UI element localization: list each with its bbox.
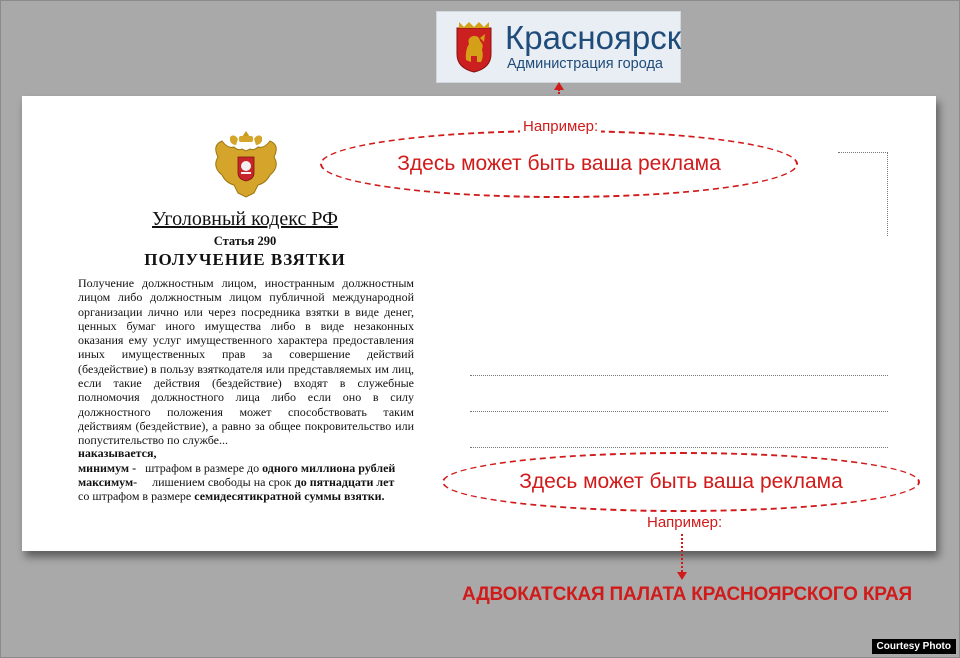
dotted-corner-side <box>887 152 888 236</box>
address-line-2 <box>470 411 888 412</box>
minimum-label: минимум - <box>78 461 137 475</box>
punishment-tail: со штрафом в размере семидесятикратной суммы взятки. <box>78 489 385 503</box>
article-heading: ПОЛУЧЕНИЕ ВЗЯТКИ <box>144 250 346 269</box>
russian-double-headed-eagle-icon <box>208 127 284 203</box>
article-body-text: Получение должностным лицом, иностранным должностным лицом либо должностным лицом публичной международной организации лично или через посредника взятки в виде денег, ценных бумаг иного имущества либо в виде незаконных оказания ему услуг имущественного характера предоставления иных имущественных прав за совершение действий (бездействие) в пользу взяткодателя или представляемых им лиц, если такие действия (бездействие) входят в служебные полномочия должностного лица либо если оно в силу должностного положения может способствовать таким действиям (бездействие), а равно за общее покровительство или попустительство по службе... <box>78 276 414 448</box>
logo-subtitle: Администрация города <box>507 56 663 72</box>
criminal-code-title: Уголовный кодекс РФ <box>152 208 338 230</box>
ad-slogan-bottom: Здесь может быть ваша реклама <box>519 470 843 493</box>
dotted-arrow-line-bottom <box>681 534 683 572</box>
arrow-down-icon <box>677 572 687 580</box>
ad-slogan-top: Здесь может быть ваша реклама <box>397 152 721 175</box>
dotted-corner-top <box>838 152 888 153</box>
example-label-top: Например: <box>520 118 601 135</box>
krasnoyarsk-lion-crest-icon <box>453 20 495 74</box>
ad-placeholder-bottom <box>442 452 920 512</box>
maximum-label: максимум- <box>78 475 138 489</box>
bar-association-name: АДВОКАТСКАЯ ПАЛАТА КРАСНОЯРСКОГО КРАЯ <box>462 584 912 605</box>
example-label-bottom: Например: <box>647 514 723 531</box>
ad-placeholder-top <box>320 130 798 198</box>
punishment-maximum: максимум- лишением свободы на срок до пятнадцати лет <box>78 475 395 489</box>
photo-credit-badge: Courtesy Photo <box>872 639 956 654</box>
address-line-3 <box>470 447 888 448</box>
punishment-lead: наказывается, <box>78 446 157 460</box>
logo-city-name: Красноярск <box>505 19 682 56</box>
krasnoyarsk-logo-banner <box>436 11 681 83</box>
punishment-minimum: минимум - штрафом в размере до одного миллиона рублей <box>78 461 396 475</box>
address-line-1 <box>470 375 888 376</box>
article-number: Статья 290 <box>213 234 277 248</box>
